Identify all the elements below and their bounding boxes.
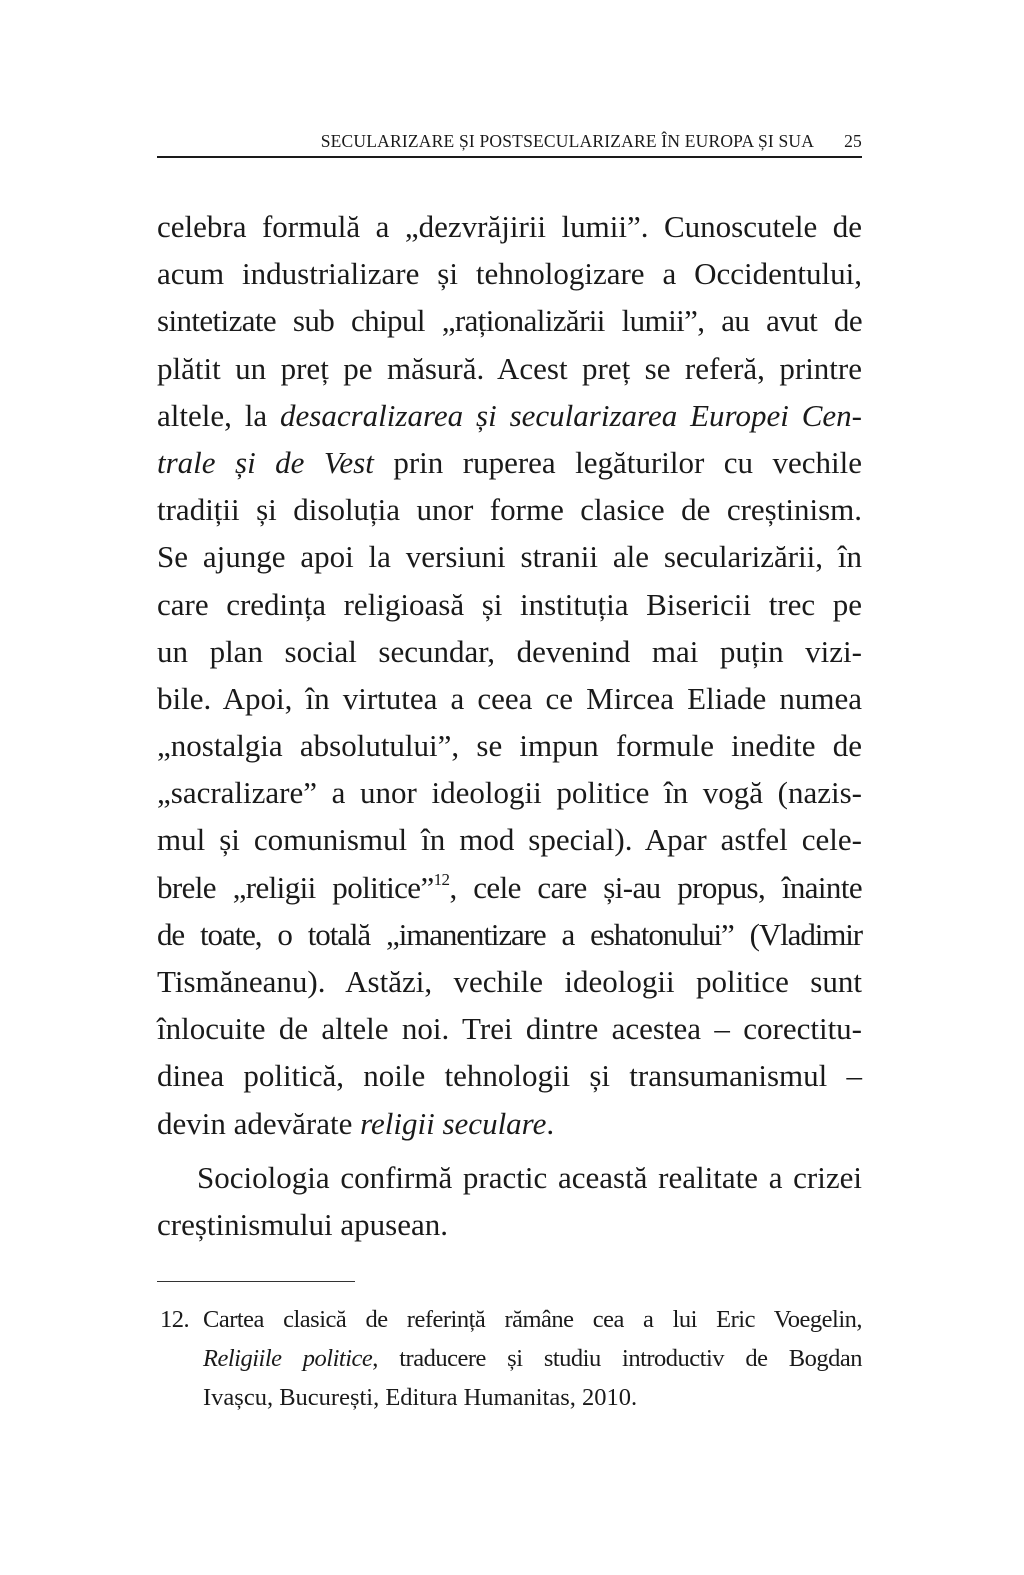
body-line	[157, 628, 862, 675]
body-line	[157, 439, 862, 486]
footnote-ref[interactable]: 12	[433, 869, 450, 889]
text-run: înlocuite de altele noi. Trei dintre acestea – corectitu-	[157, 1011, 862, 1047]
text-run: dinea politică, noile tehnologii și transumanismul –	[157, 1058, 862, 1094]
text-run: Cartea clasică de referință rămâne cea a lui Eric Voegelin,	[203, 1306, 862, 1333]
text-run: mul și comunismul în mod special). Apar astfel cele-	[157, 822, 862, 858]
text-run: creștinismului apusean.	[157, 1206, 448, 1242]
text-run: „sacralizare” a unor ideologii politice în vogă (nazis-	[157, 775, 862, 811]
italic-run: religii seculare	[360, 1105, 547, 1141]
body-line	[157, 1201, 862, 1248]
body-line	[157, 1005, 862, 1052]
body-text	[157, 203, 862, 1248]
body-line	[157, 297, 862, 344]
text-run: sintetizate sub chipul „raționalizării lumii”, au avut de	[157, 303, 862, 339]
footnote-line	[160, 1300, 862, 1339]
footnote-line	[160, 1339, 862, 1378]
text-run: bile. Apoi, în virtutea a ceea ce Mircea Eliade numea	[157, 680, 862, 716]
text-run: .	[546, 1105, 555, 1141]
italic-run: desacralizarea și secularizarea Europei Cen-	[280, 397, 862, 433]
text-run: brele „religii politice”	[157, 869, 434, 905]
footnote	[160, 1281, 862, 1417]
body-line	[157, 1052, 862, 1099]
footnote-line	[160, 1378, 862, 1417]
text-run: prin ruperea legăturilor cu vechile	[373, 444, 862, 480]
body-line	[157, 1100, 862, 1147]
body-line	[157, 958, 862, 1005]
text-run: de toate, o totală „imanentizare a eshatonului” (Vladimir	[157, 916, 862, 952]
running-head-title: SECULARIZARE ȘI POSTSECULARIZARE ÎN EUROPA ȘI SUA	[320, 131, 815, 151]
body-line	[157, 486, 862, 533]
text-run: plătit un preț pe măsură. Acest preț se referă, printre	[157, 350, 862, 386]
text-run: altele, la	[157, 397, 281, 433]
body-line	[157, 864, 862, 911]
body-line	[157, 911, 862, 958]
text-run: celebra formulă a „dezvrăjirii lumii”. Cunoscutele de	[157, 209, 862, 244]
body-line	[157, 722, 862, 769]
text-run: , traducere și studiu introductiv de Bogdan	[372, 1345, 862, 1372]
text-run: Ivașcu, București, Editura Humanitas, 2010.	[203, 1384, 638, 1411]
running-head	[157, 128, 862, 158]
body-line	[157, 769, 862, 816]
text-run: , cele care și-au propus, înainte	[449, 869, 862, 905]
body-line	[157, 203, 862, 250]
text-run: Se ajunge apoi la versiuni stranii ale secularizării, în	[157, 539, 862, 575]
italic-run: trale și de Vest	[157, 444, 374, 480]
text-run: un plan social secundar, devenind mai puțin vizi-	[157, 633, 862, 669]
italic-run: Religiile politice	[203, 1345, 373, 1372]
text-run: „nostalgia absolutului”, se impun formule inedite de	[157, 728, 862, 764]
text-run: Sociologia confirmă practic această realitate a crizei	[197, 1159, 862, 1195]
page-number: 25	[844, 131, 862, 151]
body-line	[157, 816, 862, 863]
body-line	[157, 533, 862, 580]
body-line	[157, 581, 862, 628]
body-line	[157, 392, 862, 439]
text-run: Tismăneanu). Astăzi, vechile ideologii politice sunt	[157, 964, 862, 999]
text-run: devin adevărate	[157, 1105, 361, 1141]
body-line	[157, 345, 862, 392]
body-line	[157, 1154, 862, 1201]
body-line	[157, 250, 862, 297]
footnote-number: 12.	[160, 1306, 190, 1333]
text-run: tradiții și disoluția unor forme clasice de creștinism.	[157, 492, 862, 528]
text-run: acum industrializare și tehnologizare a Occidentului,	[157, 256, 862, 292]
body-line	[157, 675, 862, 722]
text-run: care credința religioasă și instituția Bisericii trec pe	[157, 586, 862, 622]
